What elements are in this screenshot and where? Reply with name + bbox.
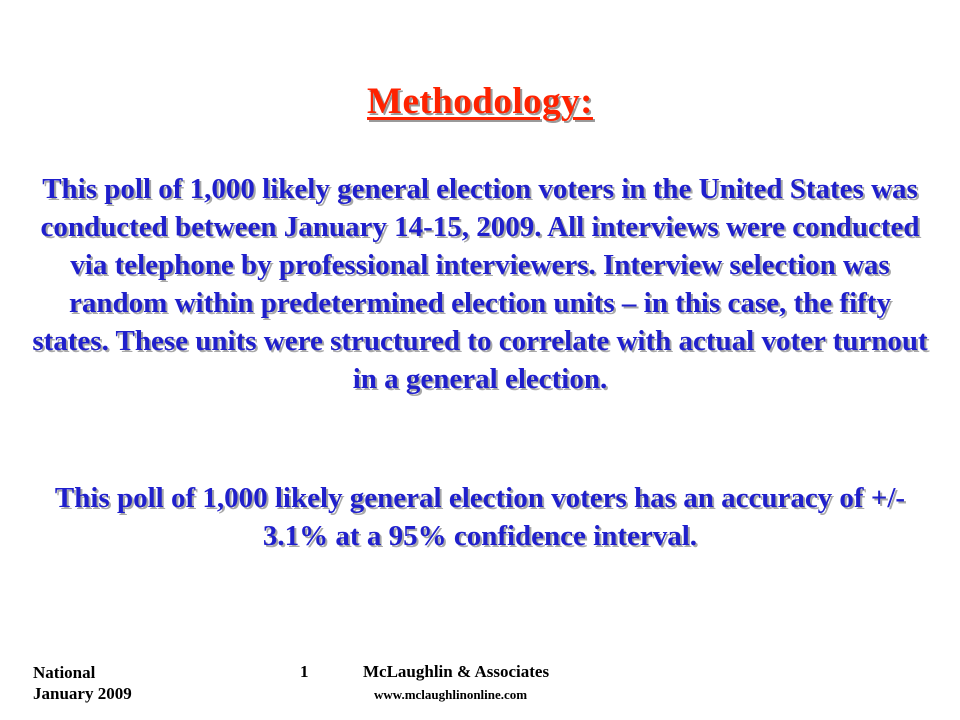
methodology-paragraph: This poll of 1,000 likely general election voters in the United States was conducted between January 14-15, 2009. All interviews were conducted via telephone by professional interviewers. Interview selection was random within predetermined election units – in this case, the fifty states. These units were structured to correlate with actual voter turnout in a general election. — [32, 173, 928, 395]
slide-title: Methodology: — [367, 81, 593, 122]
footer-company: McLaughlin & Associates — [363, 662, 550, 681]
accuracy-paragraph: This poll of 1,000 likely general election voters has an accuracy of +/- 3.1% at a 95% confidence interval. — [54, 482, 906, 552]
page-number: 1 — [300, 662, 309, 681]
footer-survey-name: National — [33, 663, 96, 682]
footer-left — [33, 662, 132, 704]
footer-date: January 2009 — [33, 684, 132, 703]
footer-url: www.mclaughlinonline.com — [374, 687, 528, 702]
